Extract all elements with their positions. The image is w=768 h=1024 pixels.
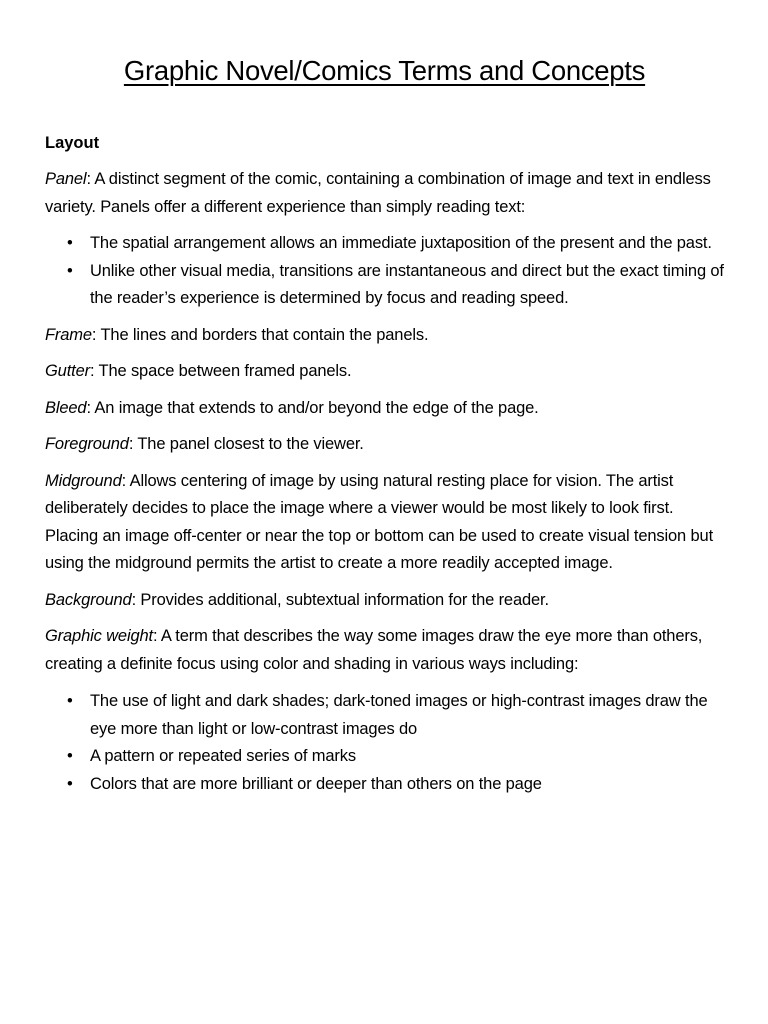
section-heading-layout: Layout (45, 134, 100, 152)
bullet-icon: • (67, 747, 73, 765)
term-background: Background (45, 590, 132, 609)
definition-text: : An image that extends to and/or beyond the edge of the page. (86, 398, 539, 417)
term-frame: Frame (45, 325, 92, 344)
list-item-text: Unlike other visual media, transitions are instantaneous and direct but the exact timing of the reader’s experience is determined by focus and reading speed. (90, 261, 724, 307)
list-item (45, 771, 724, 799)
definition-text: : A distinct segment of the comic, containing a combination of image and text in endless variety. Panels offer a different experience than simply reading text: (45, 170, 711, 216)
definition-text: : The panel closest to the viewer. (128, 435, 364, 453)
panel-bullet-list (45, 230, 724, 313)
bullet-icon: • (67, 261, 73, 280)
definition-midground (45, 468, 724, 578)
bullet-icon: • (67, 692, 73, 710)
graphic-weight-bullet-list (45, 688, 724, 798)
list-item (45, 258, 724, 313)
term-graphic-weight: Graphic weight (45, 627, 153, 645)
bullet-icon: • (67, 234, 73, 252)
definition-graphic-weight (45, 623, 724, 678)
definition-background (45, 587, 724, 615)
definition-text: : Provides additional, subtextual information for the reader. (131, 590, 549, 609)
list-item (45, 743, 724, 771)
definition-text: : Allows centering of image by using natural resting place for vision. The artist deliberately decides to place the image where a viewer would be most likely to look first. Placing an image off-center or near the top or bottom can be used to create visual tension but using the midground permits the artist to create a more readily accepted image. (45, 471, 714, 572)
list-item-text: Colors that are more brilliant or deeper than others on the page (90, 774, 542, 793)
definition-text: : A term that describes the way some images draw the eye more than others, creating a definite focus using color and shading in various ways including: (45, 627, 703, 673)
definition-gutter (45, 358, 724, 386)
term-midground: Midground (45, 471, 122, 490)
list-item-text: A pattern or repeated series of marks (90, 747, 356, 765)
definition-text: : The lines and borders that contain the panels. (91, 325, 429, 344)
list-item-text: The use of light and dark shades; dark-toned images or high-contrast images draw the eye more than light or low-contrast images do (90, 692, 708, 738)
term-foreground: Foreground (45, 435, 129, 453)
term-gutter: Gutter (45, 362, 90, 380)
bullet-icon: • (67, 774, 73, 793)
list-item-text: The spatial arrangement allows an immediate juxtaposition of the present and the past. (90, 234, 712, 252)
definition-foreground (45, 431, 724, 459)
definition-frame (45, 322, 724, 350)
document-title: Graphic Novel/Comics Terms and Concepts (123, 55, 646, 86)
list-item (45, 688, 724, 743)
definition-text: : The space between framed panels. (89, 362, 352, 380)
term-bleed: Bleed (45, 398, 87, 417)
list-item (45, 230, 724, 258)
term-panel: Panel (45, 170, 87, 188)
definition-bleed (45, 395, 724, 423)
definition-panel (45, 166, 724, 221)
